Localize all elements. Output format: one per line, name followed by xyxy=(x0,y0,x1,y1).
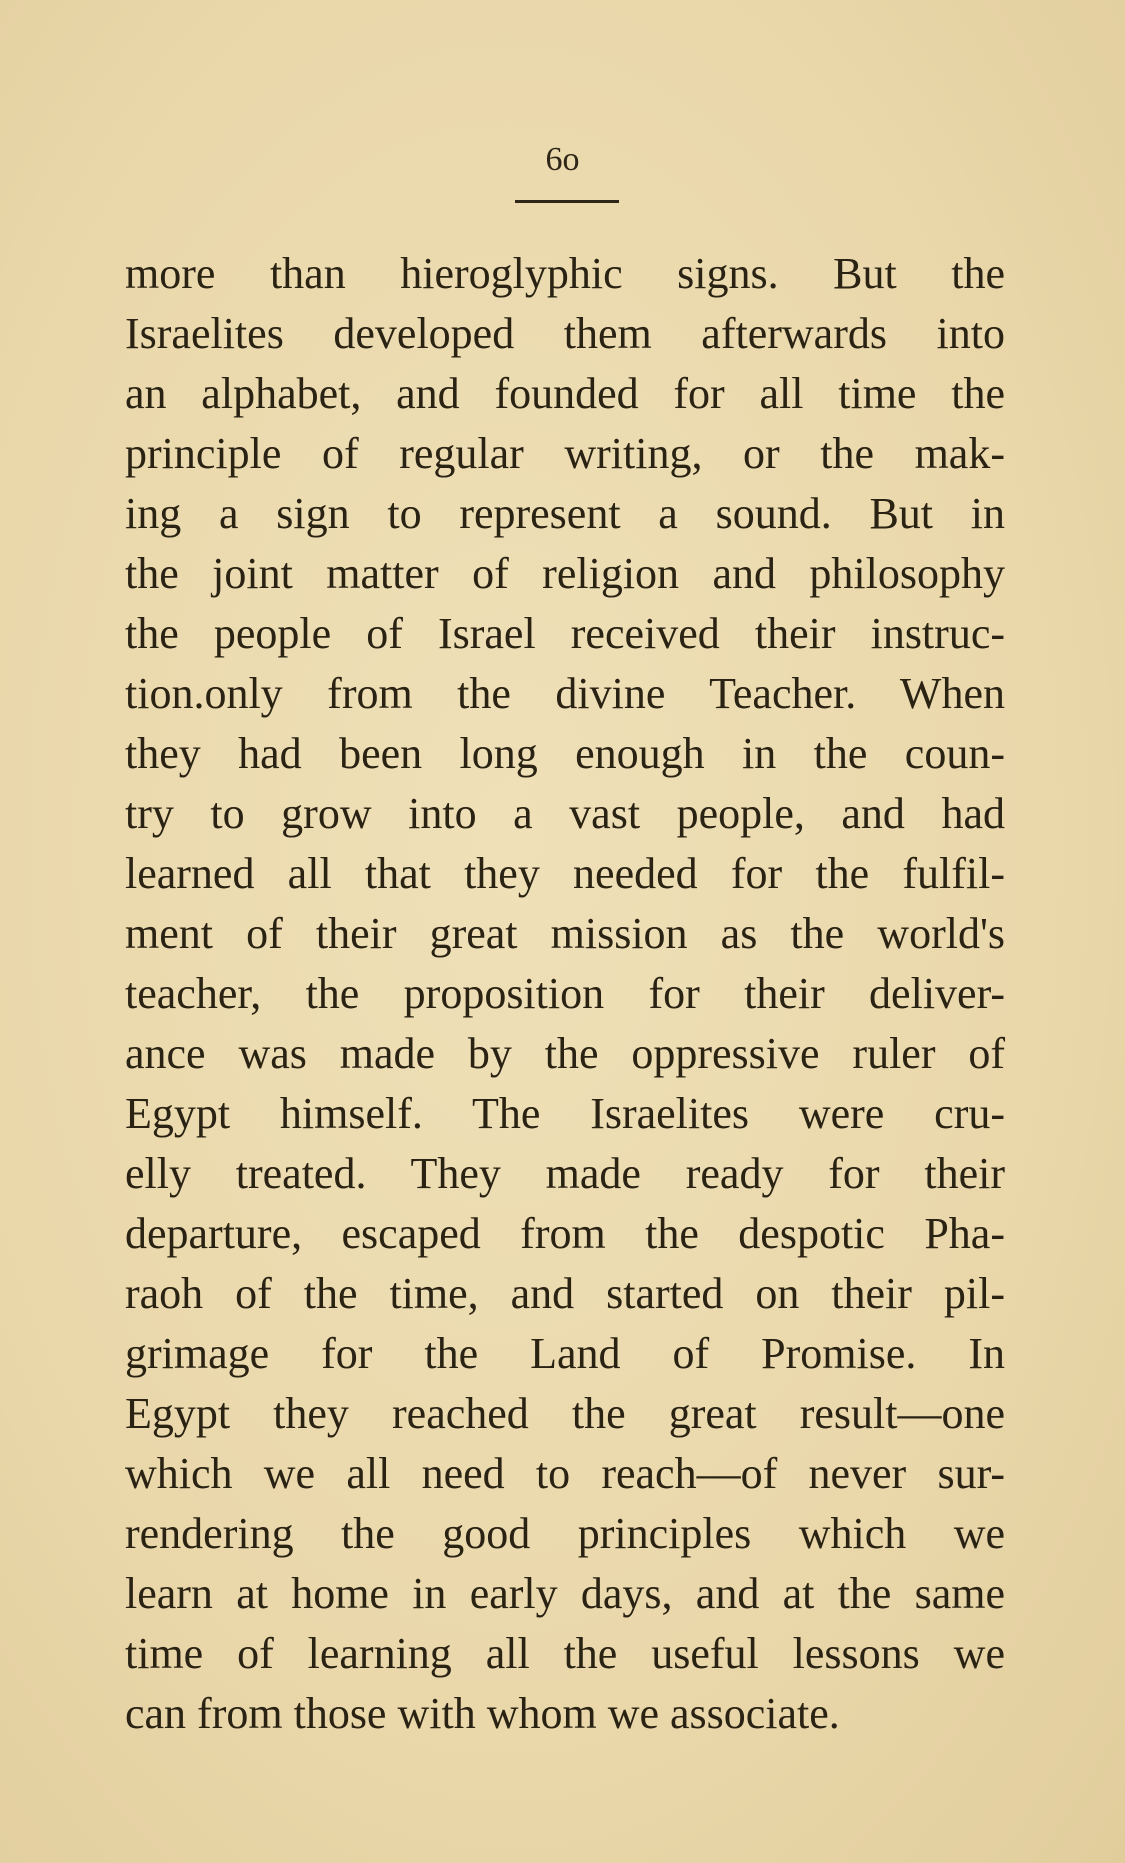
text-line: departure, escaped from the despotic Pha- xyxy=(125,1209,1005,1258)
text-line: ment of their great mission as the world's xyxy=(125,909,1005,958)
text-line: an alphabet, and founded for all time the xyxy=(125,369,1005,418)
text-line: principle of regular writing, or the mak- xyxy=(125,429,1005,478)
text-line: the joint matter of religion and philosophy xyxy=(125,549,1005,598)
text-line: learn at home in early days, and at the same xyxy=(125,1569,1005,1618)
text-line: Egypt himself. The Israelites were cru- xyxy=(125,1089,1005,1138)
text-line: teacher, the proposition for their deliver- xyxy=(125,969,1005,1018)
text-line: grimage for the Land of Promise. In xyxy=(125,1329,1005,1378)
text-line: which we all need to reach—of never sur- xyxy=(125,1449,1005,1498)
text-line: raoh of the time, and started on their pil- xyxy=(125,1269,1005,1318)
text-line: learned all that they needed for the fulfil- xyxy=(125,849,1005,898)
page-number: 6o xyxy=(545,141,580,178)
text-line: the people of Israel received their instruc- xyxy=(125,609,1005,658)
body-text xyxy=(125,244,1005,1744)
text-line: can from those with whom we associate. xyxy=(125,1689,840,1738)
text-line: Israelites developed them afterwards into xyxy=(125,309,1005,358)
text-line: try to grow into a vast people, and had xyxy=(125,789,1005,838)
text-line: elly treated. They made ready for their xyxy=(125,1149,1005,1198)
text-line: Egypt they reached the great result—one xyxy=(125,1389,1005,1438)
text-line: they had been long enough in the coun- xyxy=(125,729,1005,778)
text-line: tion.only from the divine Teacher. When xyxy=(125,669,1005,718)
text-line: time of learning all the useful lessons we xyxy=(125,1629,1005,1678)
text-line: rendering the good principles which we xyxy=(125,1509,1005,1558)
text-line: ing a sign to represent a sound. But in xyxy=(125,489,1005,538)
text-line: ance was made by the oppressive ruler of xyxy=(125,1029,1005,1078)
text-line: more than hieroglyphic signs. But the xyxy=(125,249,1005,298)
page-number-rule xyxy=(515,200,619,203)
